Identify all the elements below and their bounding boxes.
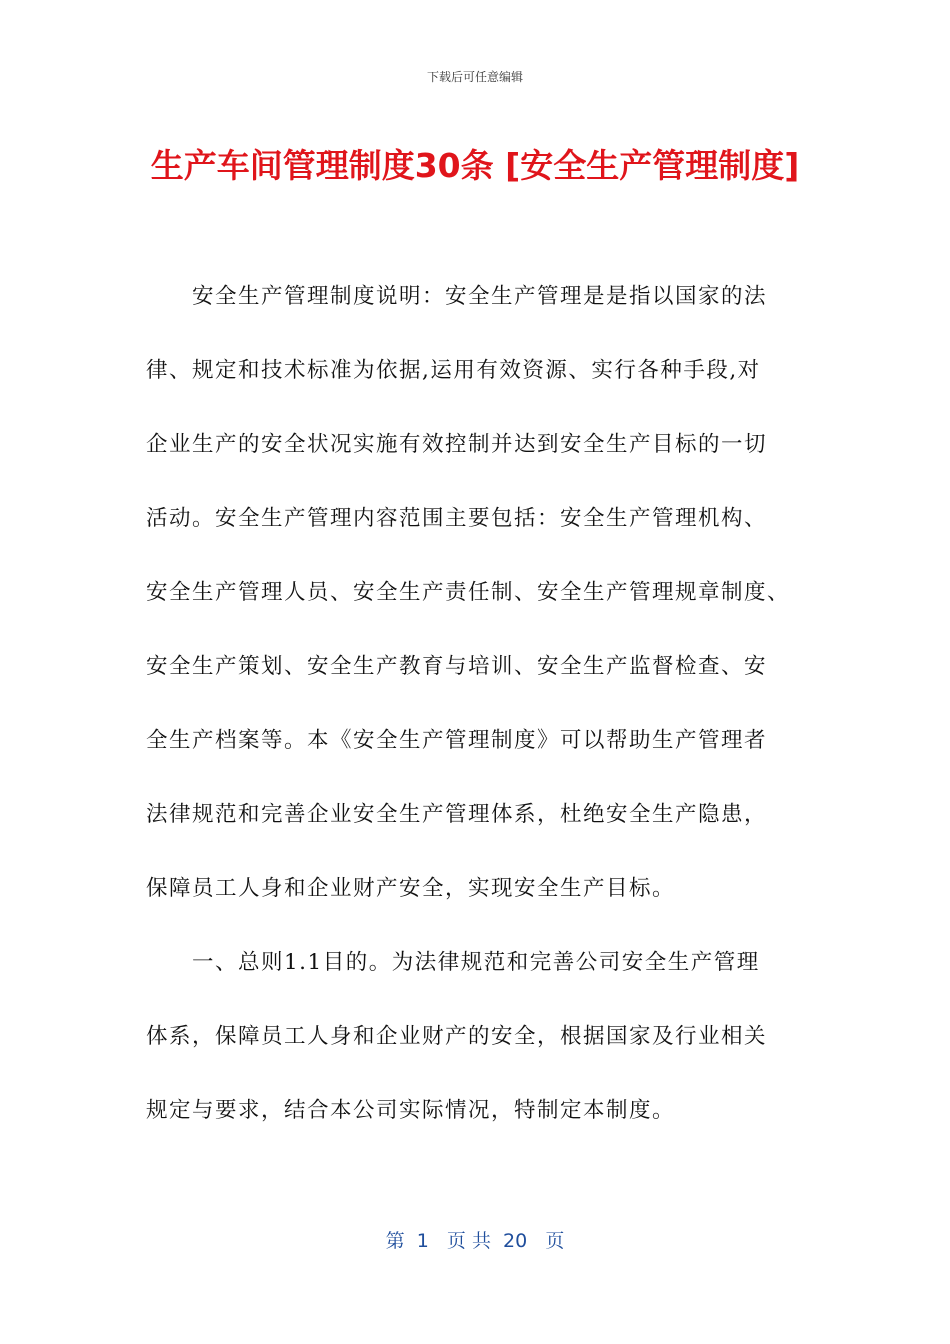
paragraph-1-line-6: 安全生产策划、安全生产教育与培训、安全生产监督检查、安	[146, 654, 768, 679]
paragraph-1-line-7: 全生产档案等。本《安全生产管理制度》可以帮助生产管理者	[146, 728, 768, 753]
paragraph-1-line-3: 企业生产的安全状况实施有效控制并达到安全生产目标的一切	[146, 432, 768, 457]
paragraph-1-line-1: 安全生产管理制度说明：安全生产管理是是指以国家的法	[192, 284, 768, 309]
document-body	[146, 260, 816, 1148]
paragraph-1-line-4: 活动。安全生产管理内容范围主要包括：安全生产管理机构、	[146, 506, 768, 531]
document-title: 生产车间管理制度30条 [安全生产管理制度]	[150, 146, 800, 185]
paragraph-1-line-9: 保障员工人身和企业财产安全，实现安全生产目标。	[146, 876, 676, 901]
header-note: 下载后可任意编辑	[426, 70, 523, 84]
paragraph-2-line-2: 体系，保障员工人身和企业财产的安全，根据国家及行业相关	[146, 1024, 768, 1049]
paragraph-2-line-3: 规定与要求，结合本公司实际情况，特制定本制度。	[146, 1098, 676, 1123]
paragraph-2-line-1: 一、总则1.1目的。为法律规范和完善公司安全生产管理	[192, 950, 760, 975]
page-number-footer: 第 1 页 共 20 页	[385, 1230, 565, 1252]
paragraph-1-line-2: 律、规定和技术标准为依据,运用有效资源、实行各种手段,对	[146, 358, 761, 383]
paragraph-1-line-8: 法律规范和完善企业安全生产管理体系，杜绝安全生产隐患，	[146, 802, 768, 827]
paragraph-1-line-5: 安全生产管理人员、安全生产责任制、安全生产管理规章制度、	[146, 580, 791, 605]
